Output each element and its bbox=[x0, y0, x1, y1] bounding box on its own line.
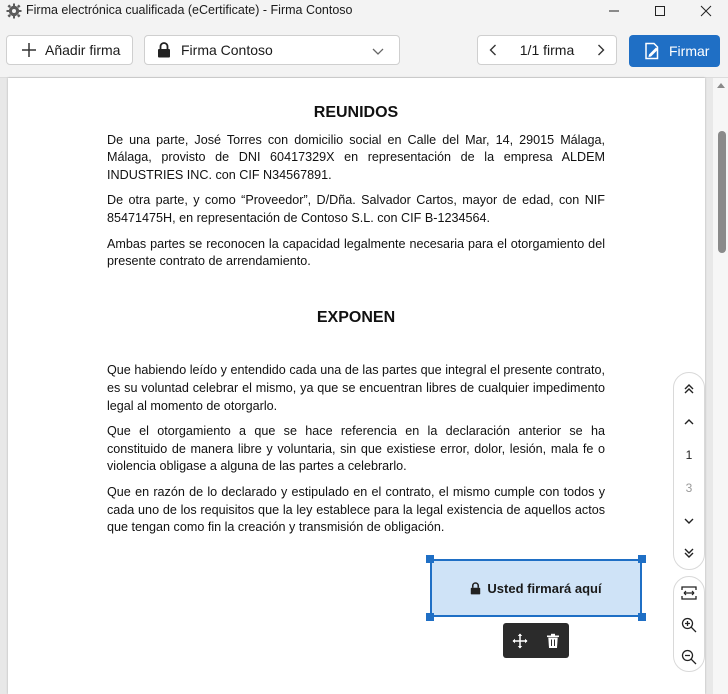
chevron-up-icon bbox=[683, 416, 695, 428]
section-heading-exponen: EXPONEN bbox=[316, 308, 396, 326]
maximize-button[interactable] bbox=[638, 0, 682, 22]
paragraph: Que habiendo leído y entendido cada una de las partes que integral el presente contrato, es su voluntad celebrar el mismo, ya que se encuentran libres de cualquier impedimento legal al momento de otorgarlo. bbox=[107, 363, 605, 413]
lock-icon bbox=[470, 582, 481, 595]
trash-icon[interactable] bbox=[546, 633, 560, 649]
title-bar bbox=[0, 0, 728, 22]
toolbar bbox=[0, 22, 728, 78]
signature-field-toolbar bbox=[503, 623, 569, 658]
first-page-button[interactable] bbox=[674, 373, 704, 406]
sign-button[interactable] bbox=[629, 35, 720, 67]
sign-document-icon bbox=[643, 42, 661, 60]
signature-pager bbox=[477, 35, 617, 65]
signature-select-value: Firma Contoso bbox=[181, 42, 273, 58]
zoom-controls bbox=[673, 576, 705, 672]
sign-button-label: Firmar bbox=[669, 43, 710, 59]
scroll-up-arrow-icon[interactable] bbox=[717, 82, 725, 88]
paragraph: De una parte, José Torres con domicilio social en Calle del Mar, 14, 29015 Málaga, Málaga, provisto de DNI 60417329X en representación de la empresa ALDEM INDUSTRIES INC. con CIF N34567891. bbox=[107, 132, 605, 182]
minimize-button[interactable] bbox=[592, 0, 636, 22]
resize-handle-top-right[interactable] bbox=[638, 555, 646, 563]
signature-select[interactable] bbox=[144, 35, 400, 65]
total-pages-number: 3 bbox=[685, 480, 693, 495]
zoom-in-button[interactable] bbox=[674, 609, 704, 641]
minimize-icon bbox=[608, 5, 620, 17]
zoom-in-icon bbox=[681, 617, 697, 633]
signature-field-label: Usted firmará aquí bbox=[487, 580, 602, 596]
document-content bbox=[107, 102, 605, 545]
zoom-out-button[interactable] bbox=[674, 641, 704, 673]
chevron-down-icon bbox=[371, 44, 385, 58]
previous-page-button[interactable] bbox=[674, 406, 704, 439]
double-chevron-down-icon bbox=[683, 547, 695, 559]
close-icon bbox=[700, 5, 712, 17]
maximize-icon bbox=[654, 5, 666, 17]
add-signature-button[interactable] bbox=[6, 35, 133, 65]
section-heading-reunidos: REUNIDOS bbox=[313, 104, 399, 121]
fit-width-button[interactable] bbox=[674, 577, 704, 609]
paragraph: Que en razón de lo declarado y estipulado en el contrato, el mismo cumple con todos y cada uno de los requisitos que la ley establece para la legal existencia de aquellos actos que tengan como fin la creación y transmisión de obligación. bbox=[107, 484, 605, 535]
chevron-down-icon bbox=[683, 515, 695, 527]
move-icon[interactable] bbox=[512, 633, 528, 649]
paragraph: Que el otorgamiento a que se hace referencia en la declaración anterior se ha constituido de manera libre y voluntaria, sin que existiese error, dolor, lesión, mala fe o violencia obligase a alguna de las partes a celebrarlo. bbox=[107, 424, 605, 474]
page-navigation bbox=[673, 372, 705, 570]
next-page-button[interactable] bbox=[674, 504, 704, 537]
pager-label: 1/1 firma bbox=[519, 42, 575, 58]
fit-width-icon bbox=[681, 586, 697, 600]
paragraph: De otra parte, y como “Proveedor”, D/Dña. Salvador Cartos, mayor de edad, con NIF 85471475H, en representación de Contoso S.L. con CIF B-1234564. bbox=[107, 193, 605, 225]
chevron-right-icon[interactable] bbox=[594, 43, 608, 57]
current-page-number: 1 bbox=[685, 447, 693, 462]
plus-icon bbox=[21, 42, 37, 58]
resize-handle-bottom-left[interactable] bbox=[426, 613, 434, 621]
chevron-left-icon[interactable] bbox=[486, 43, 500, 57]
add-signature-label: Añadir firma bbox=[45, 42, 121, 58]
lock-icon bbox=[157, 42, 171, 58]
signature-field[interactable] bbox=[430, 559, 642, 617]
scrollbar-thumb[interactable] bbox=[718, 131, 726, 253]
resize-handle-top-left[interactable] bbox=[426, 555, 434, 563]
zoom-out-icon bbox=[681, 649, 697, 665]
close-button[interactable] bbox=[684, 0, 728, 22]
double-chevron-up-icon bbox=[683, 383, 695, 395]
gear-icon bbox=[6, 3, 22, 19]
paragraph: Ambas partes se reconocen la capacidad legalmente necesaria para el otorgamiento del presente contrato de arrendamiento. bbox=[107, 236, 605, 269]
last-page-button[interactable] bbox=[674, 537, 704, 570]
resize-handle-bottom-right[interactable] bbox=[638, 613, 646, 621]
window-title: Firma electrónica cualificada (eCertificate) - Firma Contoso bbox=[26, 3, 353, 17]
